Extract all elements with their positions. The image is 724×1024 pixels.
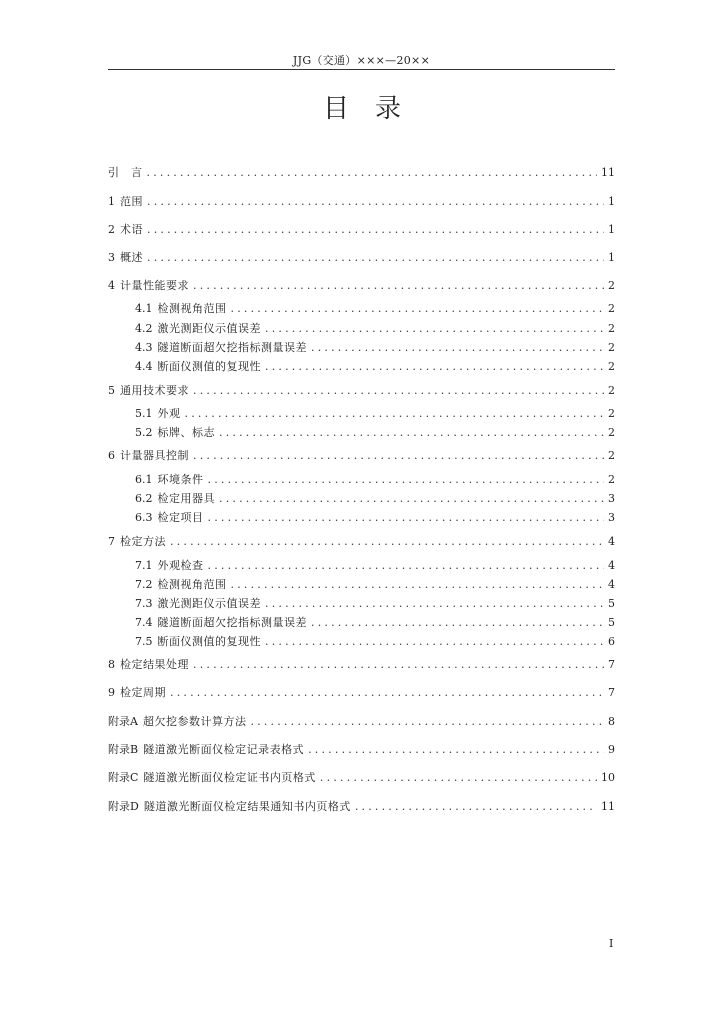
toc-entry-label: 检测视角范围 — [157, 302, 227, 315]
toc-entry-page: 4 — [608, 578, 615, 591]
toc-entry-label: 隧道激光断面仪检定记录表格式 — [143, 743, 305, 756]
toc-entry-number: 6.1 — [135, 473, 153, 486]
dot-leader — [265, 322, 604, 335]
toc-entry-page: 8 — [608, 715, 615, 728]
toc-entry-number: 4.3 — [135, 341, 153, 354]
toc-entry[interactable] — [108, 164, 615, 180]
toc-entry-label: 概述 — [120, 251, 143, 264]
toc-entry[interactable] — [108, 798, 615, 814]
toc-entry-label: 断面仪测值的复现性 — [157, 360, 261, 373]
toc-entry-label: 检定结果处理 — [120, 658, 189, 671]
toc-entry-page: 9 — [608, 743, 615, 756]
toc-entry-label: 外观检查 — [157, 559, 204, 572]
toc-entry-number: 3 — [108, 251, 115, 264]
toc-entry[interactable] — [108, 741, 615, 757]
toc-subentry[interactable] — [135, 614, 615, 630]
toc-entry-label: 检定方法 — [120, 535, 166, 548]
toc-entry-number: 6.3 — [135, 511, 153, 524]
dot-leader — [219, 426, 604, 439]
toc-entry-label: 隧道断面超欠挖指标测量误差 — [157, 616, 307, 629]
toc-entry-page: 1 — [608, 195, 615, 208]
toc-entry-label: 通用技术要求 — [120, 384, 189, 397]
toc-entry-number: 6.2 — [135, 492, 153, 505]
toc-entry[interactable] — [108, 249, 615, 265]
toc-entry-number: 7.1 — [135, 559, 153, 572]
page-title: 目录 — [322, 94, 427, 124]
toc-subentry[interactable] — [135, 405, 615, 421]
dot-leader — [193, 384, 604, 397]
toc-entry-label: 激光测距仪示值误差 — [157, 597, 261, 610]
page-number: I — [609, 937, 614, 950]
toc-entry-label: 激光测距仪示值误差 — [157, 322, 261, 335]
toc-entry-page: 5 — [608, 616, 615, 629]
dot-leader — [265, 635, 604, 648]
toc-entry-page: 6 — [608, 635, 615, 648]
toc-entry-page: 10 — [601, 771, 615, 784]
toc-entry-page: 3 — [608, 511, 615, 524]
toc-entry-number: 9 — [108, 686, 115, 699]
toc-entry[interactable] — [108, 656, 615, 672]
toc-entry-page: 2 — [608, 407, 615, 420]
toc-entry[interactable] — [108, 193, 615, 209]
toc-entry-number: 4 — [108, 279, 115, 292]
dot-leader — [208, 559, 605, 572]
toc-entry-page: 2 — [608, 473, 615, 486]
toc-entry-page: 7 — [608, 686, 615, 699]
dot-leader — [170, 686, 604, 699]
toc-entry-page: 5 — [608, 597, 615, 610]
toc-entry-number: 4.1 — [135, 302, 153, 315]
dot-leader — [250, 715, 604, 728]
toc-entry-page: 1 — [608, 251, 615, 264]
toc-entry-page: 11 — [601, 800, 615, 813]
dot-leader — [208, 473, 605, 486]
toc-entry-page: 2 — [608, 426, 615, 439]
toc-entry[interactable] — [108, 221, 615, 237]
dot-leader — [193, 449, 604, 462]
toc-entry-page: 2 — [608, 384, 615, 397]
toc-entry[interactable] — [108, 447, 615, 463]
toc-subentry[interactable] — [135, 557, 615, 573]
dot-leader — [147, 251, 604, 264]
toc-subentry[interactable] — [135, 424, 615, 440]
dot-leader — [320, 771, 597, 784]
toc-entry-page: 1 — [608, 223, 615, 236]
toc-entry-page: 2 — [608, 360, 615, 373]
toc-entry-number: 2 — [108, 223, 115, 236]
dot-leader — [147, 195, 604, 208]
toc-entry[interactable] — [108, 769, 615, 785]
dot-leader — [265, 597, 604, 610]
toc-subentry[interactable] — [135, 576, 615, 592]
toc-entry-label: 计量性能要求 — [120, 279, 189, 292]
toc-entry-number: 附录B — [108, 743, 139, 756]
toc-entry-page: 11 — [601, 166, 615, 179]
dot-leader — [219, 492, 604, 505]
toc-entry-number: 附录A — [108, 715, 138, 728]
toc-entry-label: 断面仪测值的复现性 — [157, 635, 261, 648]
dot-leader — [231, 302, 605, 315]
dot-leader — [308, 743, 604, 756]
header-rule — [108, 69, 615, 70]
toc-entry-label: 外观 — [157, 407, 181, 420]
toc-entry-label: 检定用器具 — [157, 492, 215, 505]
toc-subentry[interactable] — [135, 509, 615, 525]
toc-entry-label: 计量器具控制 — [120, 449, 189, 462]
toc-subentry[interactable] — [135, 300, 615, 316]
toc-entry-number: 7 — [108, 535, 115, 548]
toc-entry-page: 7 — [608, 658, 615, 671]
dot-leader — [265, 360, 604, 373]
toc-entry-page: 2 — [608, 341, 615, 354]
toc-entry-number: 1 — [108, 195, 115, 208]
toc-entry-label: 环境条件 — [157, 473, 204, 486]
toc-entry-label: 隧道激光断面仪检定结果通知书内页格式 — [143, 800, 351, 813]
toc-entry[interactable] — [108, 713, 615, 729]
toc-entry-page: 2 — [608, 322, 615, 335]
toc-entry-page: 3 — [608, 492, 615, 505]
dot-leader — [193, 279, 604, 292]
dot-leader — [311, 616, 604, 629]
dot-leader — [208, 511, 605, 524]
toc-entry-page: 2 — [608, 302, 615, 315]
toc-entry-label: 检定周期 — [120, 686, 166, 699]
toc-entry[interactable] — [108, 684, 615, 700]
toc-entry-page: 4 — [608, 559, 615, 572]
toc-entry-number: 7.5 — [135, 635, 153, 648]
toc-entry-number: 5.2 — [135, 426, 153, 439]
toc-subentry[interactable] — [135, 339, 615, 355]
toc-entry-number: 4.4 — [135, 360, 153, 373]
toc-entry-label: 检定项目 — [157, 511, 204, 524]
toc-entry-label: 检测视角范围 — [157, 578, 227, 591]
toc-entry-label: 标牌、标志 — [157, 426, 215, 439]
toc-entry-page: 2 — [608, 449, 615, 462]
toc-entry-label: 术语 — [120, 223, 143, 236]
dot-leader — [147, 223, 604, 236]
toc-entry[interactable] — [108, 277, 615, 293]
toc-subentry[interactable] — [135, 471, 615, 487]
toc-entry-number: 5 — [108, 384, 115, 397]
toc-entry-number: 7.3 — [135, 597, 153, 610]
toc-entry-label: 隧道激光断面仪检定证书内页格式 — [143, 771, 316, 784]
toc-entry-number: 附录C — [108, 771, 139, 784]
dot-leader — [311, 341, 604, 354]
dot-leader — [170, 535, 604, 548]
toc-entry[interactable] — [108, 533, 615, 549]
toc-subentry[interactable] — [135, 320, 615, 336]
toc-subentry[interactable] — [135, 358, 615, 374]
dot-leader — [355, 800, 597, 813]
dot-leader — [147, 166, 598, 179]
dot-leader — [231, 578, 605, 591]
toc-entry-number: 7.4 — [135, 616, 153, 629]
toc-entry[interactable] — [108, 382, 615, 398]
toc-subentry[interactable] — [135, 633, 615, 649]
toc-entry-number: 4.2 — [135, 322, 153, 335]
toc-entry-number: 5.1 — [135, 407, 153, 420]
toc-entry-number: 附录D — [108, 800, 139, 813]
running-header: JJG（交通）×××—20×× — [292, 54, 431, 67]
toc-entry-label: 隧道断面超欠挖指标测量误差 — [157, 341, 307, 354]
toc-entry-number: 6 — [108, 449, 115, 462]
dot-leader — [193, 658, 604, 671]
toc-subentry[interactable] — [135, 490, 615, 506]
toc-entry-label: 范围 — [120, 195, 143, 208]
toc-entry-label: 超欠挖参数计算方法 — [142, 715, 247, 728]
toc-entry-number: 7.2 — [135, 578, 153, 591]
toc-entry-number: 8 — [108, 658, 115, 671]
toc-entry-page: 4 — [608, 535, 615, 548]
dot-leader — [185, 407, 605, 420]
toc-entry-label: 引 言 — [108, 166, 143, 179]
toc-subentry[interactable] — [135, 595, 615, 611]
toc-entry-page: 2 — [608, 279, 615, 292]
